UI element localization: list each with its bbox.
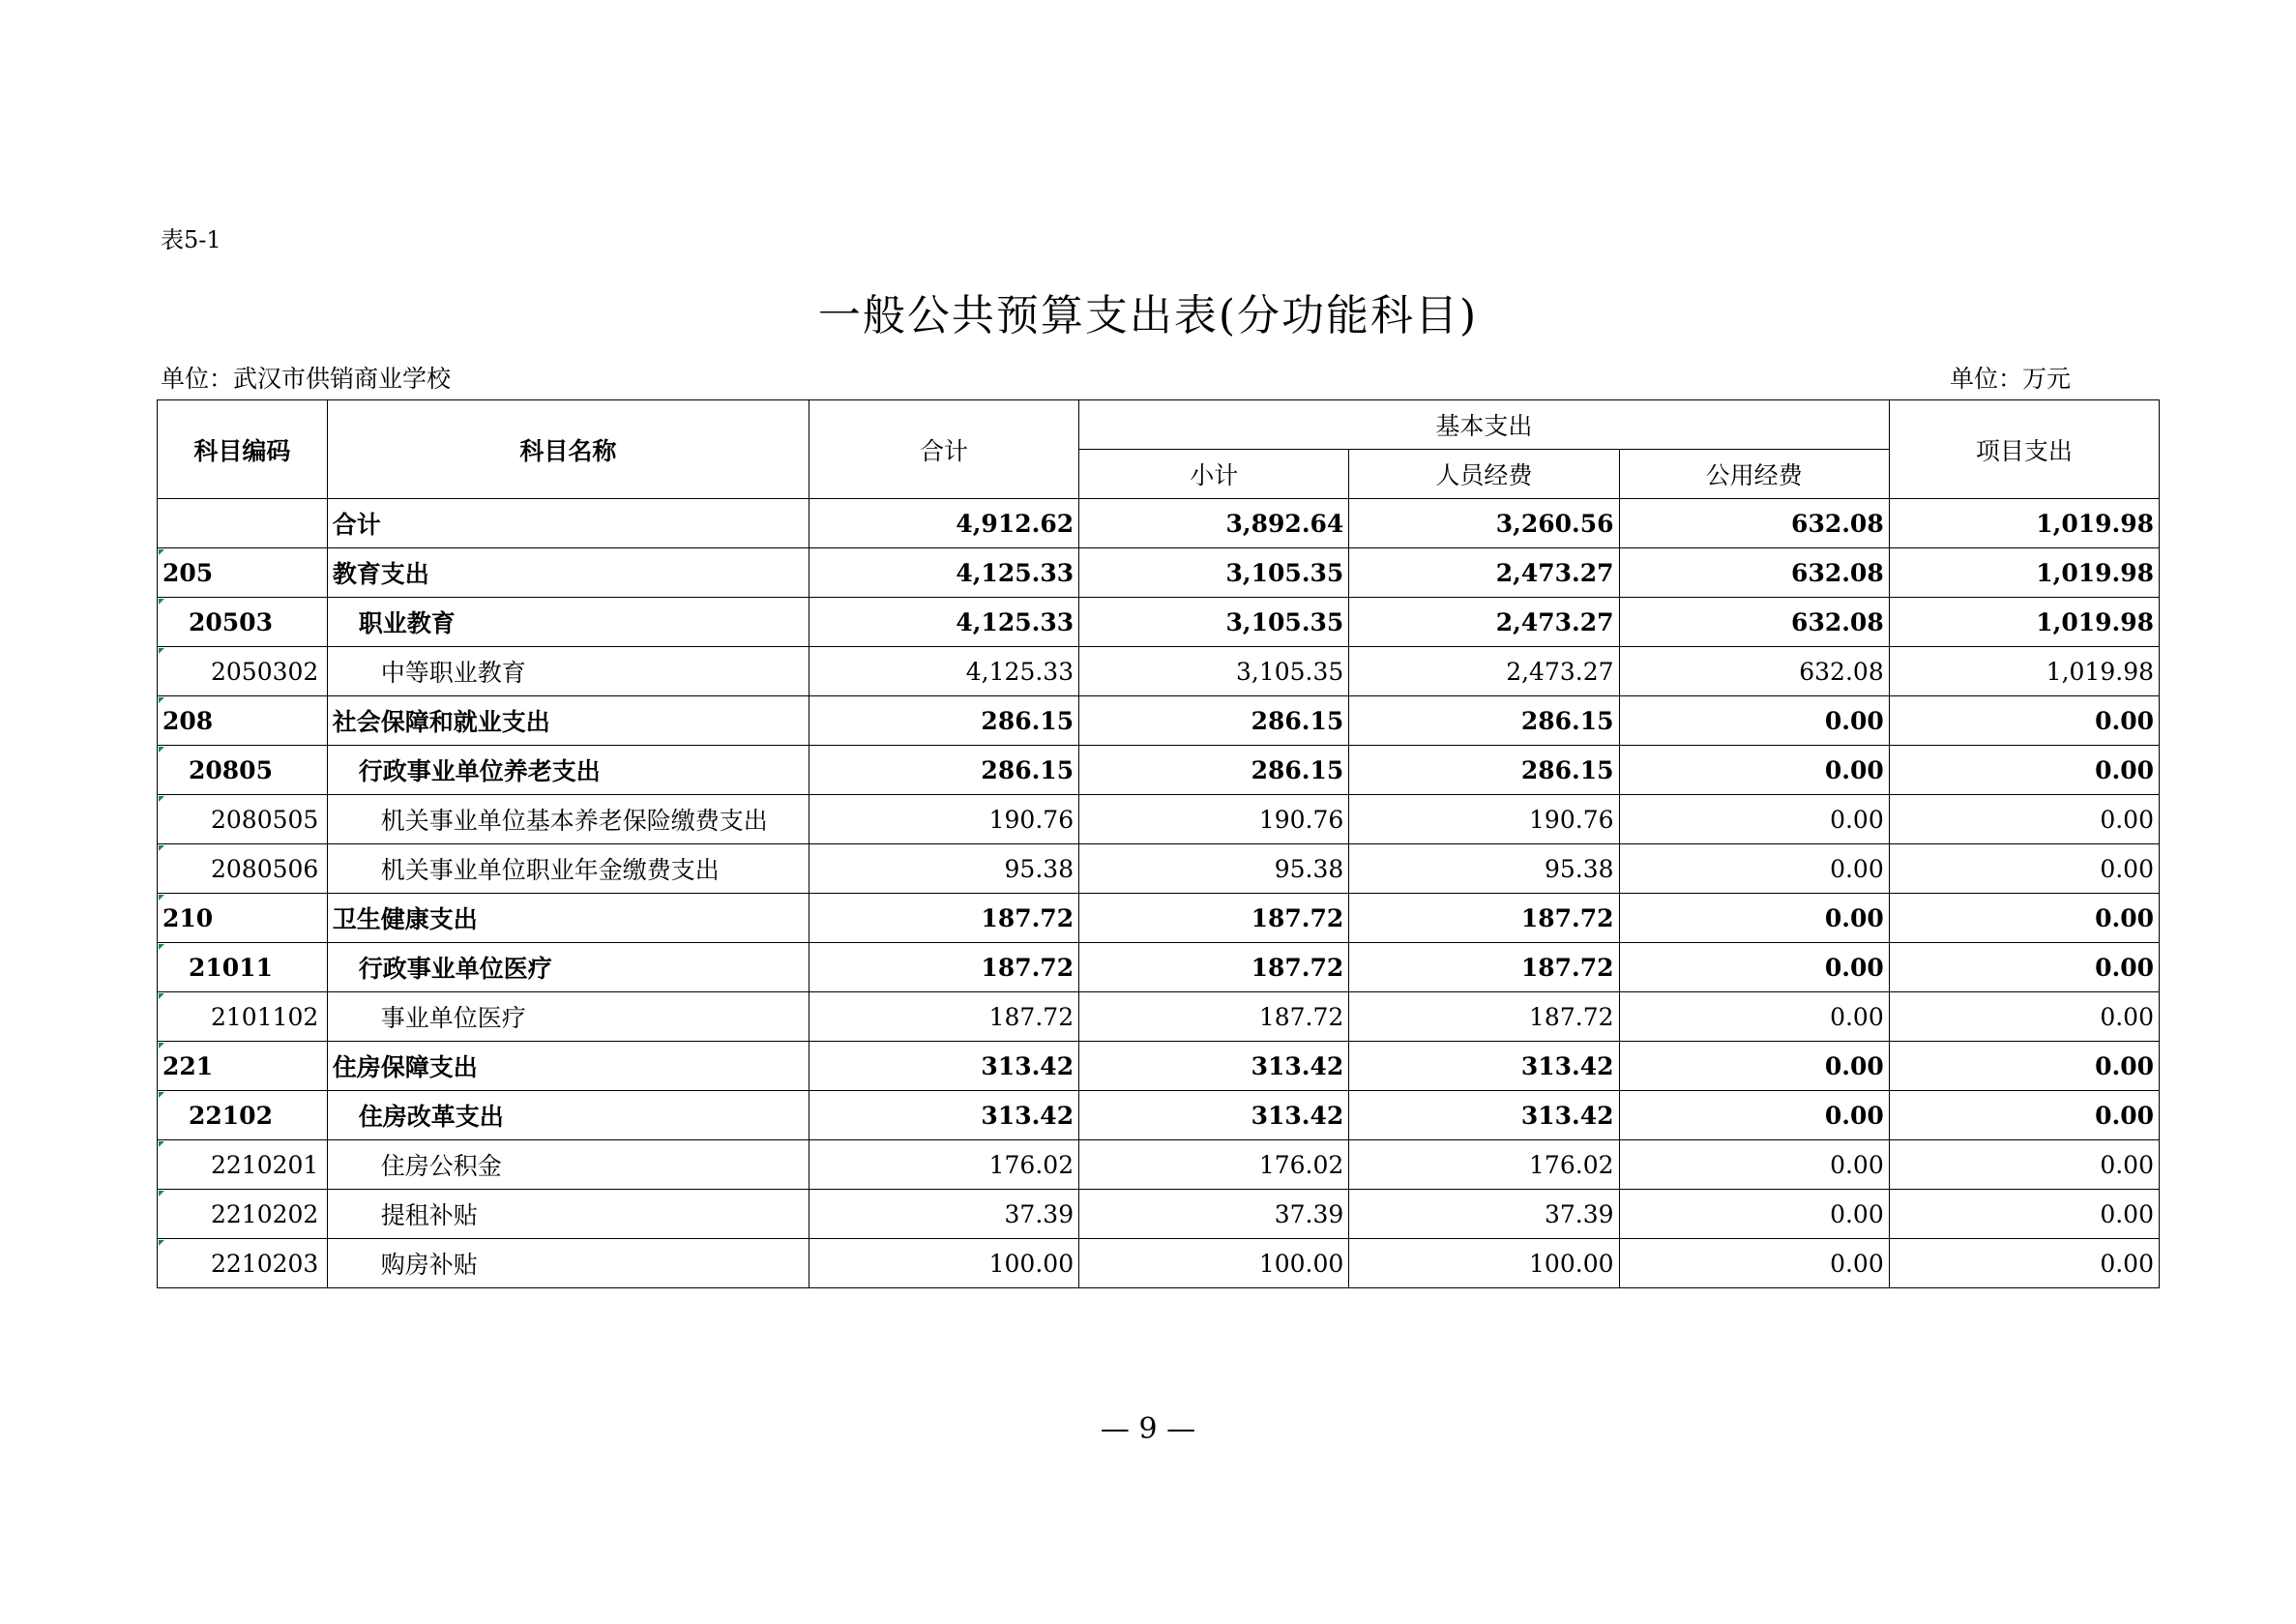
row-personnel: 37.39 <box>1349 1190 1619 1239</box>
row-total: 313.42 <box>809 1042 1078 1091</box>
unit-organization: 单位：武汉市供销商业学校 <box>161 365 452 393</box>
row-subtotal: 37.39 <box>1079 1190 1349 1239</box>
row-subtotal: 3,105.35 <box>1079 598 1349 647</box>
row-project: 0.00 <box>1889 844 2159 894</box>
row-name: 提租补贴 <box>327 1190 809 1239</box>
row-public: 0.00 <box>1619 943 1889 992</box>
row-code: 2210201 <box>158 1140 328 1190</box>
table-row <box>158 1190 2160 1239</box>
row-code: 205 <box>158 548 328 598</box>
page-number: — 9 — <box>1100 1412 1196 1446</box>
row-subtotal: 3,105.35 <box>1079 548 1349 598</box>
row-name: 购房补贴 <box>327 1239 809 1288</box>
row-public: 0.00 <box>1619 1239 1889 1288</box>
row-personnel: 187.72 <box>1349 894 1619 943</box>
row-code: 208 <box>158 696 328 746</box>
header-public: 公用经费 <box>1619 450 1889 499</box>
row-personnel: 176.02 <box>1349 1140 1619 1190</box>
row-name: 教育支出 <box>327 548 809 598</box>
row-subtotal: 187.72 <box>1079 894 1349 943</box>
row-public: 632.08 <box>1619 548 1889 598</box>
row-project: 0.00 <box>1889 943 2159 992</box>
row-personnel: 313.42 <box>1349 1042 1619 1091</box>
row-code: 2210202 <box>158 1190 328 1239</box>
header-total: 合计 <box>809 400 1078 499</box>
row-name: 行政事业单位医疗 <box>327 943 809 992</box>
row-total: 4,125.33 <box>809 647 1078 696</box>
row-name: 住房公积金 <box>327 1140 809 1190</box>
row-public: 0.00 <box>1619 1042 1889 1091</box>
row-total: 190.76 <box>809 795 1078 844</box>
row-subtotal: 176.02 <box>1079 1140 1349 1190</box>
row-subtotal: 313.42 <box>1079 1091 1349 1140</box>
row-project: 1,019.98 <box>1889 499 2159 548</box>
row-total: 313.42 <box>809 1091 1078 1140</box>
table-row <box>158 1042 2160 1091</box>
row-name: 住房保障支出 <box>327 1042 809 1091</box>
table-row <box>158 746 2160 795</box>
row-project: 0.00 <box>1889 1091 2159 1140</box>
row-personnel: 313.42 <box>1349 1091 1619 1140</box>
row-name: 机关事业单位职业年金缴费支出 <box>327 844 809 894</box>
row-code <box>158 499 328 548</box>
row-subtotal: 3,892.64 <box>1079 499 1349 548</box>
row-name: 事业单位医疗 <box>327 992 809 1042</box>
row-total: 4,912.62 <box>809 499 1078 548</box>
row-total: 187.72 <box>809 943 1078 992</box>
header-subtotal: 小计 <box>1079 450 1349 499</box>
row-code: 2101102 <box>158 992 328 1042</box>
row-code: 20503 <box>158 598 328 647</box>
header-personnel: 人员经费 <box>1349 450 1619 499</box>
row-project: 0.00 <box>1889 1140 2159 1190</box>
row-project: 1,019.98 <box>1889 548 2159 598</box>
row-subtotal: 286.15 <box>1079 696 1349 746</box>
row-personnel: 286.15 <box>1349 746 1619 795</box>
row-subtotal: 187.72 <box>1079 943 1349 992</box>
row-project: 0.00 <box>1889 696 2159 746</box>
row-name: 卫生健康支出 <box>327 894 809 943</box>
row-subtotal: 286.15 <box>1079 746 1349 795</box>
row-total: 4,125.33 <box>809 598 1078 647</box>
row-project: 1,019.98 <box>1889 647 2159 696</box>
table-row <box>158 795 2160 844</box>
table-row <box>158 894 2160 943</box>
row-personnel: 286.15 <box>1349 696 1619 746</box>
page-title: 一般公共预算支出表(分功能科目) <box>817 291 1479 340</box>
row-personnel: 187.72 <box>1349 943 1619 992</box>
table-row <box>158 943 2160 992</box>
row-project: 0.00 <box>1889 746 2159 795</box>
row-name: 合计 <box>327 499 809 548</box>
row-total: 286.15 <box>809 696 1078 746</box>
row-name: 机关事业单位基本养老保险缴费支出 <box>327 795 809 844</box>
row-public: 0.00 <box>1619 1190 1889 1239</box>
row-code: 2080506 <box>158 844 328 894</box>
row-name: 行政事业单位养老支出 <box>327 746 809 795</box>
row-personnel: 2,473.27 <box>1349 548 1619 598</box>
row-project: 0.00 <box>1889 992 2159 1042</box>
row-code: 2080505 <box>158 795 328 844</box>
unit-currency: 单位：万元 <box>1950 365 2072 393</box>
header-code: 科目编码 <box>158 400 328 499</box>
table-row <box>158 844 2160 894</box>
row-public: 0.00 <box>1619 894 1889 943</box>
row-personnel: 190.76 <box>1349 795 1619 844</box>
row-personnel: 2,473.27 <box>1349 598 1619 647</box>
table-row <box>158 499 2160 548</box>
row-project: 0.00 <box>1889 795 2159 844</box>
header-project: 项目支出 <box>1889 400 2159 499</box>
row-project: 0.00 <box>1889 894 2159 943</box>
row-project: 1,019.98 <box>1889 598 2159 647</box>
table-row <box>158 548 2160 598</box>
table-row <box>158 1239 2160 1288</box>
row-total: 187.72 <box>809 894 1078 943</box>
budget-table <box>157 399 2160 1288</box>
row-personnel: 100.00 <box>1349 1239 1619 1288</box>
header-basic: 基本支出 <box>1079 400 1890 450</box>
row-total: 95.38 <box>809 844 1078 894</box>
row-code: 2050302 <box>158 647 328 696</box>
row-subtotal: 190.76 <box>1079 795 1349 844</box>
row-project: 0.00 <box>1889 1042 2159 1091</box>
row-name: 中等职业教育 <box>327 647 809 696</box>
table-row <box>158 696 2160 746</box>
table-row <box>158 598 2160 647</box>
table-row <box>158 1091 2160 1140</box>
row-total: 37.39 <box>809 1190 1078 1239</box>
row-project: 0.00 <box>1889 1190 2159 1239</box>
table-row <box>158 992 2160 1042</box>
row-code: 210 <box>158 894 328 943</box>
row-name: 职业教育 <box>327 598 809 647</box>
row-public: 0.00 <box>1619 992 1889 1042</box>
row-code: 2210203 <box>158 1239 328 1288</box>
row-personnel: 187.72 <box>1349 992 1619 1042</box>
row-total: 4,125.33 <box>809 548 1078 598</box>
row-total: 187.72 <box>809 992 1078 1042</box>
row-public: 0.00 <box>1619 844 1889 894</box>
row-personnel: 2,473.27 <box>1349 647 1619 696</box>
row-code: 22102 <box>158 1091 328 1140</box>
table-row <box>158 647 2160 696</box>
row-code: 221 <box>158 1042 328 1091</box>
row-subtotal: 187.72 <box>1079 992 1349 1042</box>
row-public: 632.08 <box>1619 647 1889 696</box>
header-row-1 <box>158 400 2160 450</box>
row-subtotal: 313.42 <box>1079 1042 1349 1091</box>
row-name: 社会保障和就业支出 <box>327 696 809 746</box>
table-number: 表5-1 <box>161 226 221 253</box>
row-personnel: 3,260.56 <box>1349 499 1619 548</box>
row-public: 0.00 <box>1619 1091 1889 1140</box>
row-total: 176.02 <box>809 1140 1078 1190</box>
row-code: 21011 <box>158 943 328 992</box>
row-name: 住房改革支出 <box>327 1091 809 1140</box>
row-public: 0.00 <box>1619 1140 1889 1190</box>
row-public: 0.00 <box>1619 795 1889 844</box>
table-row <box>158 1140 2160 1190</box>
row-personnel: 95.38 <box>1349 844 1619 894</box>
row-subtotal: 100.00 <box>1079 1239 1349 1288</box>
row-project: 0.00 <box>1889 1239 2159 1288</box>
header-name: 科目名称 <box>327 400 809 499</box>
row-code: 20805 <box>158 746 328 795</box>
row-public: 632.08 <box>1619 499 1889 548</box>
row-subtotal: 3,105.35 <box>1079 647 1349 696</box>
row-total: 286.15 <box>809 746 1078 795</box>
row-public: 0.00 <box>1619 746 1889 795</box>
row-public: 632.08 <box>1619 598 1889 647</box>
row-public: 0.00 <box>1619 696 1889 746</box>
row-total: 100.00 <box>809 1239 1078 1288</box>
row-subtotal: 95.38 <box>1079 844 1349 894</box>
